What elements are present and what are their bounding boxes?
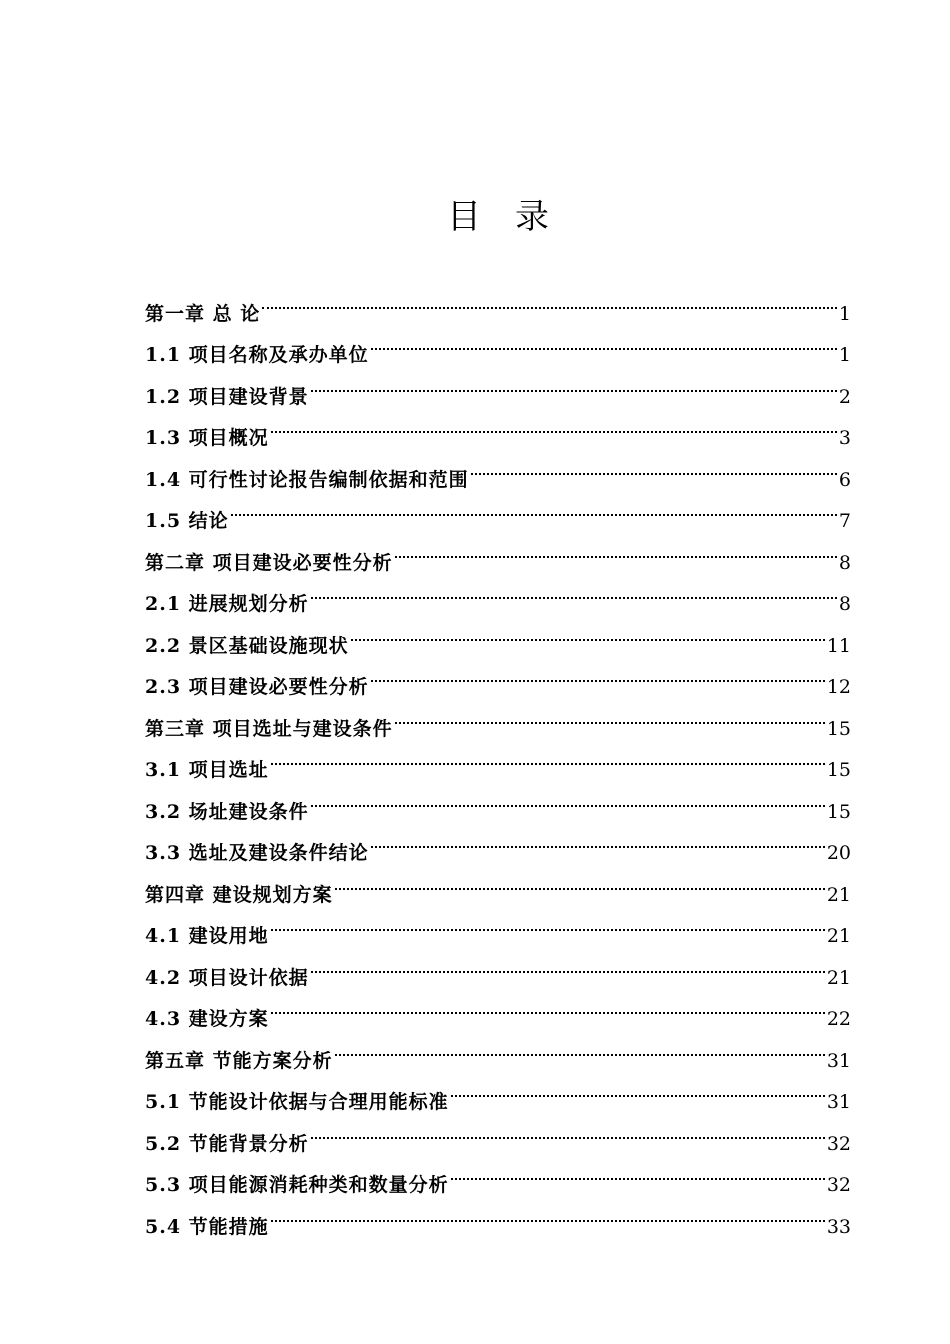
- toc-entry-label: 5.2 节能背景分析: [145, 1132, 309, 1155]
- toc-leader: [229, 486, 839, 528]
- toc-entry-page: 8: [838, 551, 851, 574]
- toc-entry-label: 3.3 选址及建设条件结论: [145, 842, 369, 864]
- toc-entry-page: 15: [826, 717, 851, 740]
- toc-entry-page: 32: [826, 1174, 851, 1196]
- toc-entry-label: 4.3 建设方案: [145, 1008, 269, 1030]
- toc-entry-page: 15: [826, 800, 851, 823]
- toc-entry-label: 2.1 进展规划分析: [145, 593, 309, 615]
- toc-entry-label: 1.3 项目概况: [145, 427, 269, 449]
- toc-entry-label: 1.4 可行性讨论报告编制依据和范围: [145, 468, 469, 491]
- toc-leader: [449, 1150, 827, 1192]
- toc-entry-page: 32: [826, 1132, 851, 1155]
- toc-entry-page: 21: [826, 966, 851, 989]
- toc-entry-label: 5.3 项目能源消耗种类和数量分析: [145, 1174, 449, 1196]
- toc-leader: [309, 569, 839, 611]
- toc-entry-page: 8: [838, 593, 851, 615]
- toc-leader: [309, 942, 827, 984]
- toc-title: [0, 193, 950, 241]
- toc-leader: [309, 361, 839, 403]
- toc-entry[interactable]: [145, 486, 851, 532]
- toc-entry-label: 1.5 结论: [145, 510, 229, 532]
- toc-entry-label: 第二章 项目建设必要性分析: [145, 551, 393, 574]
- toc-entry-label: 3.1 项目选址: [145, 759, 269, 781]
- toc-entry-label: 5.1 节能设计依据与合理用能标准: [145, 1091, 449, 1113]
- toc-entry-page: 22: [826, 1008, 851, 1030]
- toc-leader: [469, 444, 839, 486]
- toc-entry-page: 1: [838, 302, 851, 325]
- toc-leader: [393, 693, 827, 735]
- toc-leader: [349, 610, 827, 652]
- toc-entry-page: 12: [826, 676, 851, 698]
- toc-entry-page: 31: [826, 1049, 851, 1072]
- toc-entry-label: 3.2 场址建设条件: [145, 800, 309, 823]
- toc-leader: [269, 984, 827, 1026]
- toc-leader: [269, 735, 827, 777]
- toc-leader: [393, 527, 839, 569]
- toc-entry-label: 1.2 项目建设背景: [145, 385, 309, 408]
- toc-entry-page: 11: [826, 634, 851, 657]
- toc-entry-page: 3: [838, 427, 851, 449]
- toc-entry[interactable]: [145, 278, 851, 325]
- toc-leader: [309, 1108, 827, 1150]
- toc-leader: [369, 652, 827, 694]
- toc-entry-page: 20: [826, 842, 851, 864]
- toc-list: [145, 278, 851, 1238]
- toc-leader: [269, 1191, 827, 1233]
- toc-entry-label: 第三章 项目选址与建设条件: [145, 717, 393, 740]
- toc-entry-label: 5.4 节能措施: [145, 1215, 269, 1238]
- toc-entry-label: 4.1 建设用地: [145, 925, 269, 947]
- toc-entry-label: 4.2 项目设计依据: [145, 966, 309, 989]
- toc-title-char-1: 目: [447, 197, 481, 237]
- toc-leader: [309, 776, 827, 818]
- toc-entry-page: 31: [826, 1091, 851, 1113]
- toc-entry[interactable]: [145, 527, 851, 574]
- toc-entry-page: 15: [826, 759, 851, 781]
- toc-entry-page: 1: [838, 344, 851, 366]
- toc-title-char-2: 录: [515, 197, 549, 237]
- toc-entry-label: 2.3 项目建设必要性分析: [145, 676, 369, 698]
- toc-leader: [369, 818, 827, 860]
- toc-entry-page: 7: [838, 510, 851, 532]
- toc-entry-label: 第一章 总 论: [145, 302, 261, 325]
- toc-entry-label: 第四章 建设规划方案: [145, 883, 333, 906]
- toc-leader: [369, 320, 839, 362]
- toc-leader: [449, 1067, 827, 1109]
- toc-entry-label: 2.2 景区基础设施现状: [145, 634, 349, 657]
- toc-entry-label: 第五章 节能方案分析: [145, 1049, 333, 1072]
- toc-entry-page: 21: [826, 925, 851, 947]
- toc-entry-page: 21: [826, 883, 851, 906]
- toc-leader: [260, 278, 839, 320]
- toc-leader: [333, 859, 827, 901]
- toc-leader: [269, 901, 827, 943]
- toc-leader: [269, 403, 839, 445]
- toc-entry-page: 33: [826, 1215, 851, 1238]
- toc-entry-label: 1.1 项目名称及承办单位: [145, 344, 369, 366]
- toc-entry-page: 2: [838, 385, 851, 408]
- toc-entry-page: 6: [838, 468, 851, 491]
- toc-leader: [333, 1025, 827, 1067]
